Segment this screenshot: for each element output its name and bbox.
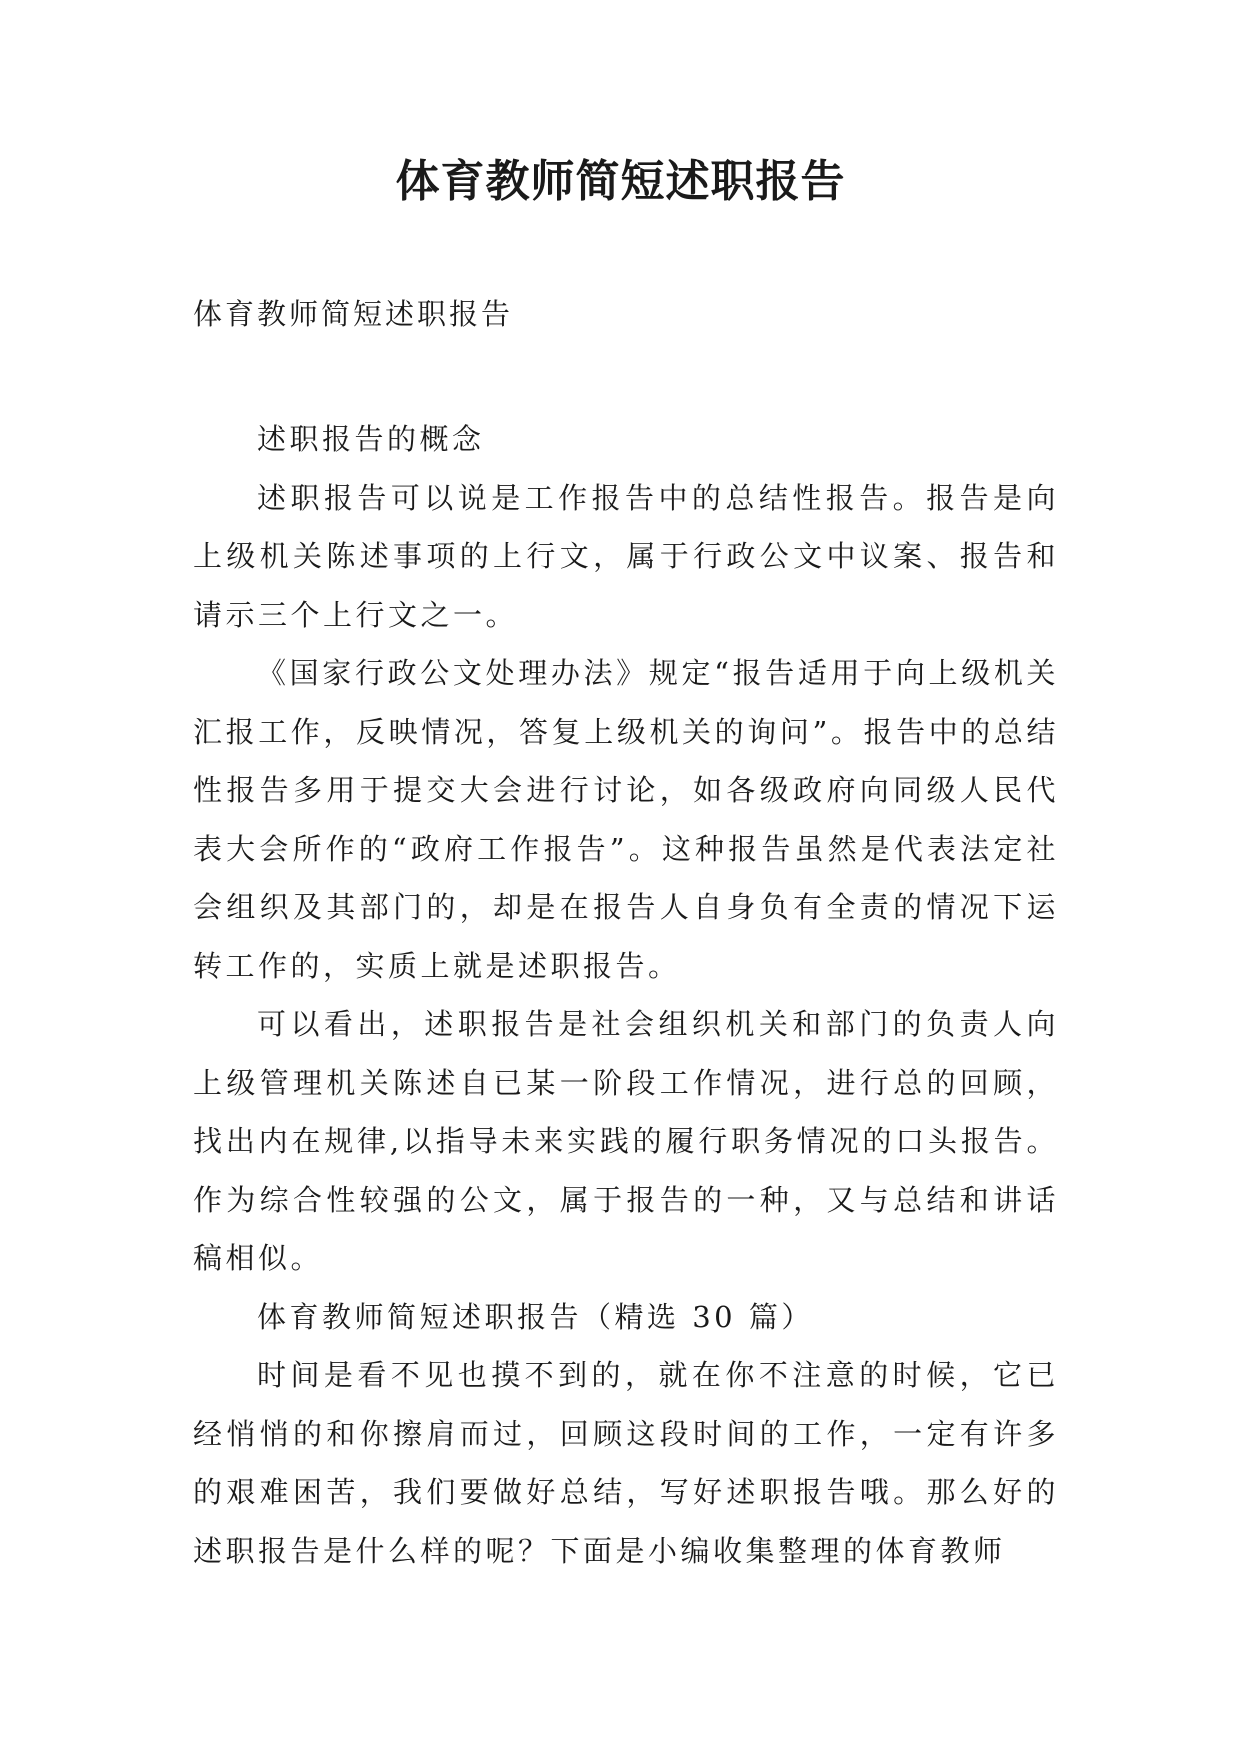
paragraph: 《国家行政公文处理办法》规定“报告适用于向上级机关汇报工作，反映情况，答复上级机关的询问”。报告中的总结性报告多用于提交大会进行讨论，如各级政府向同级人民代表大会所作的“政府工作报告”。这种报告虽然是代表法定社会组织及其部门的，却是在报告人自身负有全责的情况下运转工作的，实质上就是述职报告。 xyxy=(193,656,1059,983)
paragraph: 可以看出，述职报告是社会组织机关和部门的负责人向上级管理机关陈述自已某一阶段工作情况，进行总的回顾，找出内在规律,以指导未来实践的履行职务情况的口头报告。作为综合性较强的公文，属于报告的一种，又与总结和讲话稿相似。 xyxy=(193,1007,1059,1275)
paragraph: 述职报告可以说是工作报告中的总结性报告。报告是向上级机关陈述事项的上行文，属于行政公文中议案、报告和请示三个上行文之一。 xyxy=(193,480,1059,632)
document-title: 体育教师简短述职报告 xyxy=(395,156,846,207)
paragraph: 时间是看不见也摸不到的，就在你不注意的时候，它已经悄悄的和你擦肩而过，回顾这段时间的工作，一定有许多的艰难困苦，我们要做好总结，写好述职报告哦。那么好的述职报告是什么样的呢？下面是小编收集整理的体育教师 xyxy=(193,1358,1059,1568)
paragraph-concept-heading: 述职报告的概念 xyxy=(257,422,485,456)
document-body xyxy=(193,410,1059,1580)
paragraph-section-heading: 体育教师简短述职报告（精选 30 篇） xyxy=(257,1299,814,1334)
document-subtitle: 体育教师简短述职报告 xyxy=(193,297,514,331)
